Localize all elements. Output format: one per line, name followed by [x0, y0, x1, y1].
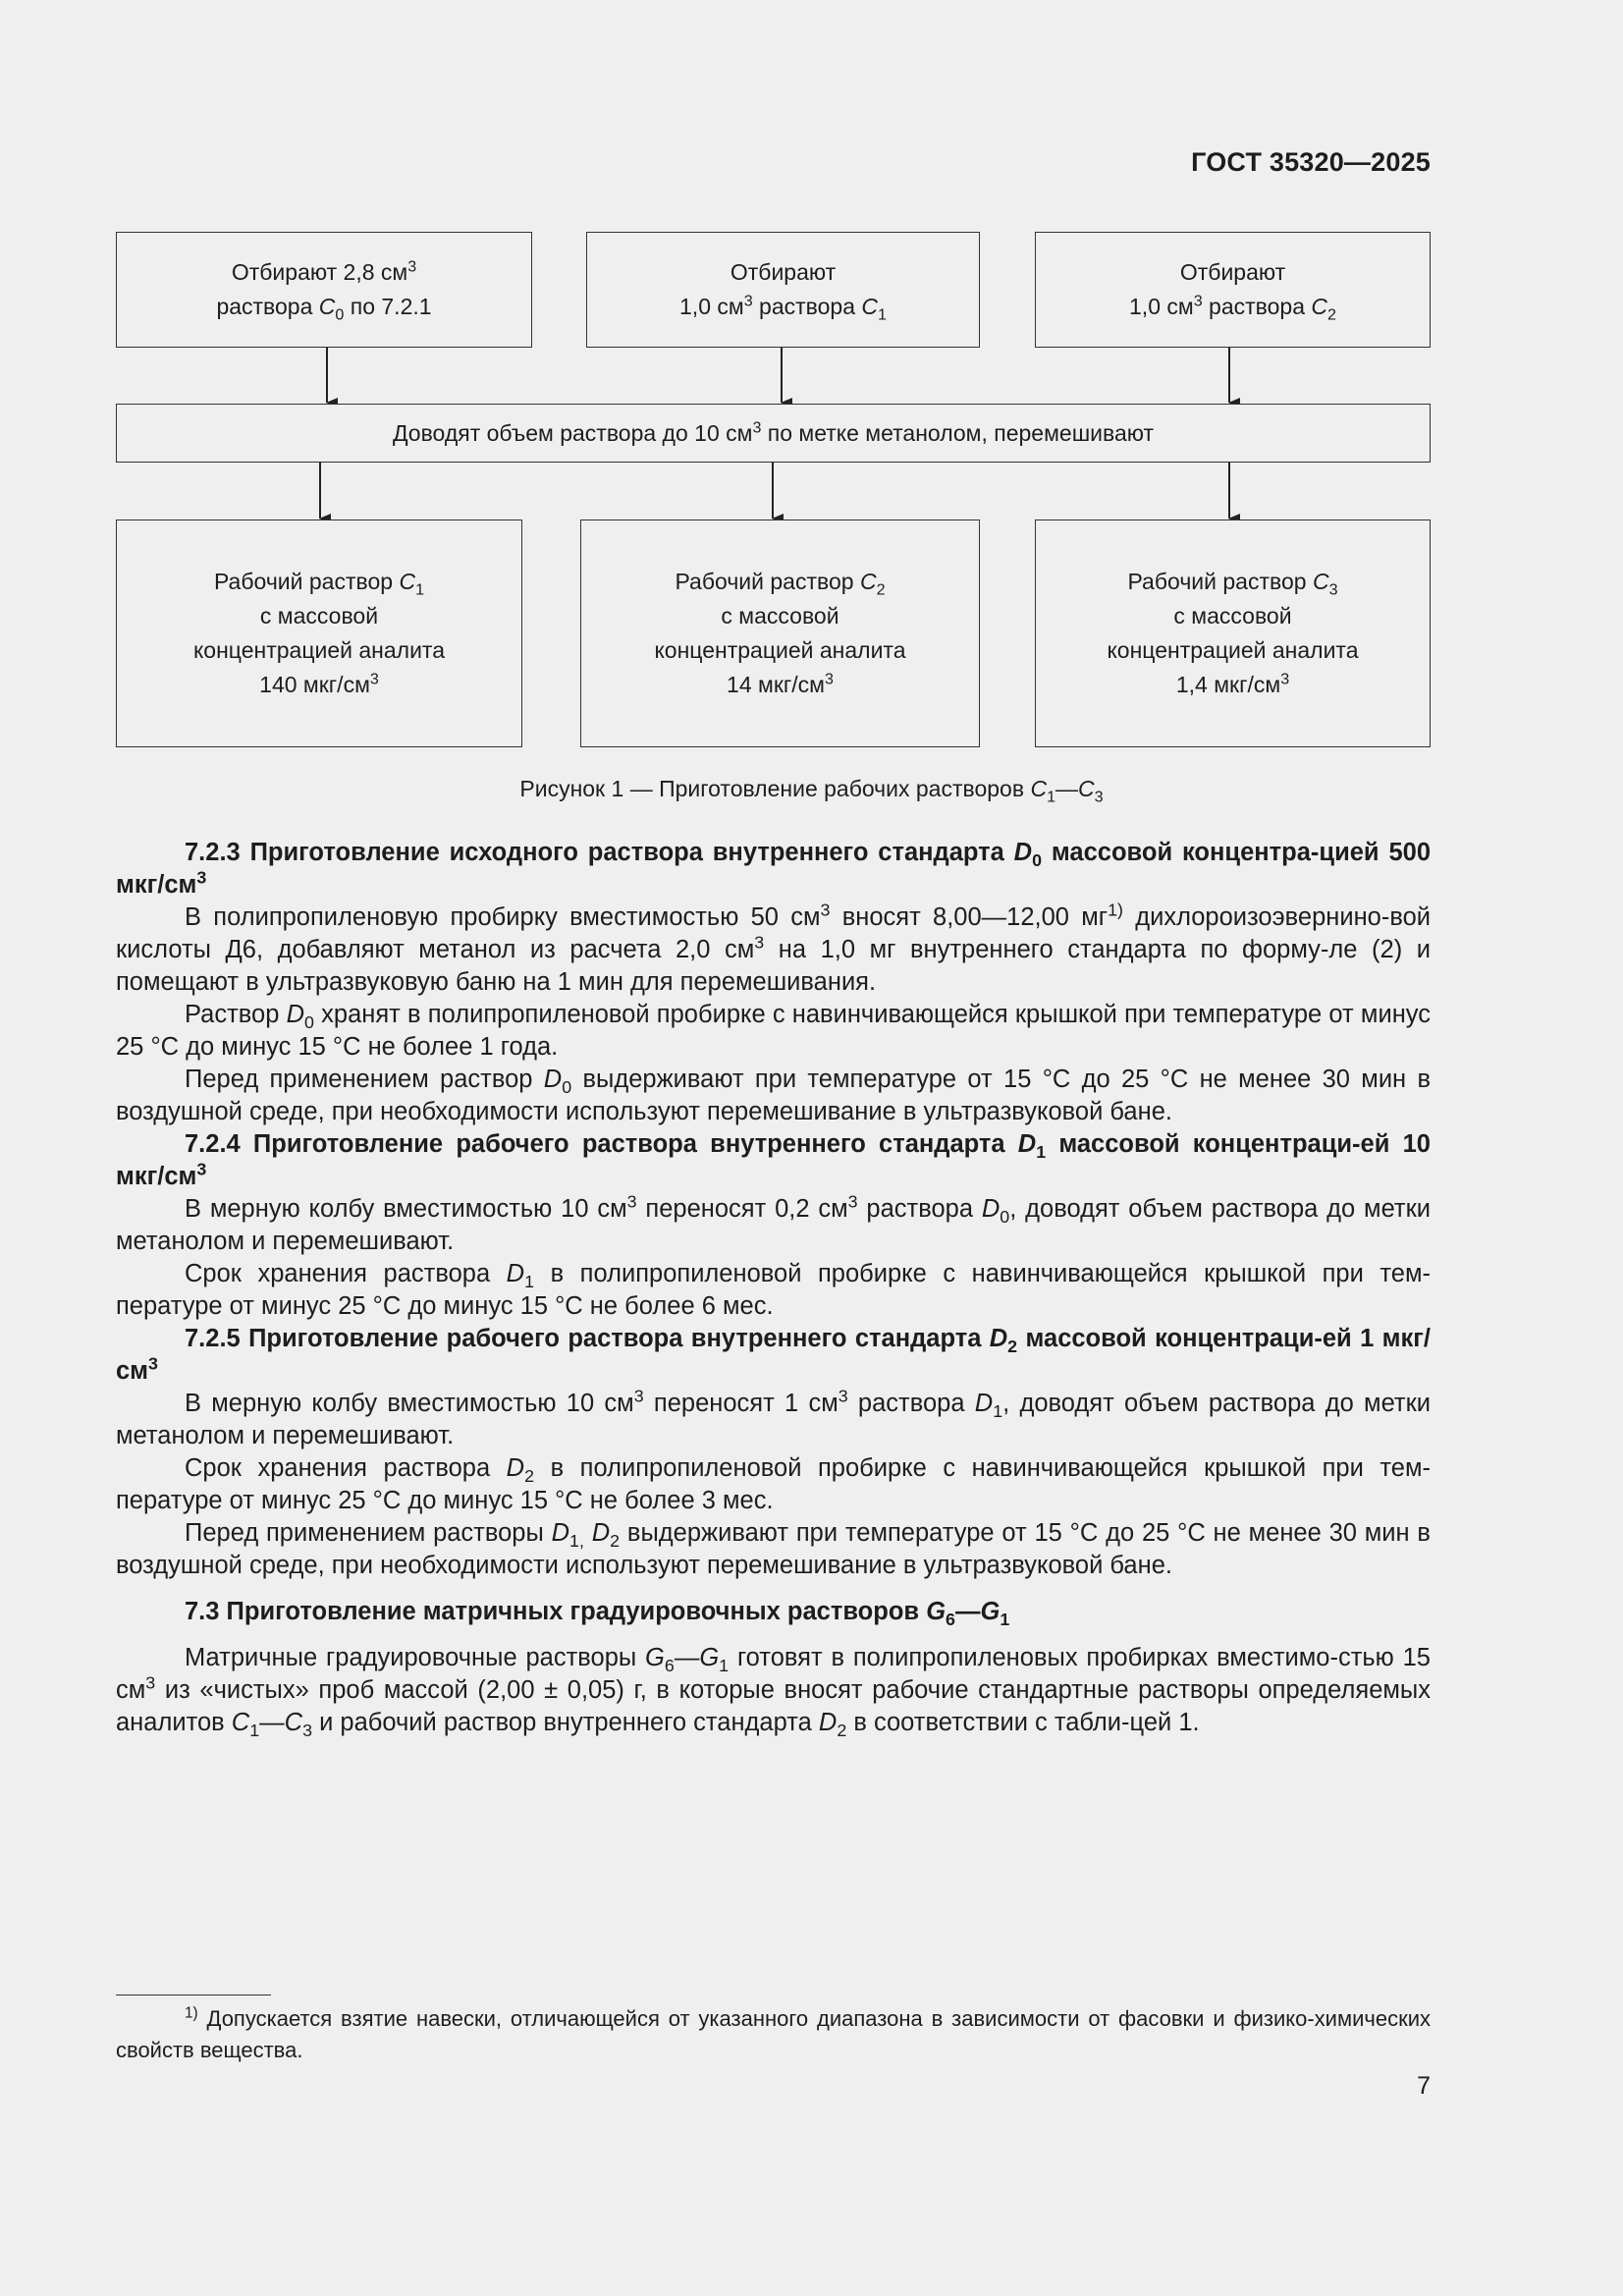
paragraph: Раствор $D_0$ хранят в полипропиленовой пробирке с навинчивающейся крышкой при температуре от минус 25 °C до минус 15 °C не более 1 года.: [116, 1001, 1432, 1061]
section-heading-7-2-5: 7.2.5 Приготовление рабочего раствора внутреннего стандарта $D_2$ массовой концентраци-ей 1 мкг/$см^3$: [116, 1325, 1431, 1385]
flow-box-working-c2: Рабочий раствор $C_2$ с массовой концентрацией аналита 14 мкг/$см^3$: [580, 519, 980, 747]
paragraph: Перед применением растворы $D_{1,}$ $D_2$ выдерживают при температуре от 15 °C до 25 °C не менее 30 мин в воздушной среде, при необходимости используют перемешивание в ультразвуковой бане.: [116, 1519, 1431, 1579]
document-body: [116, 837, 1431, 1739]
section-heading-7-3: 7.3 Приготовление матричных градуировочных растворов $G_6—G_1$: [185, 1598, 1010, 1630]
footnote: $^{1)}$ Допускается взятие навески, отличающейся от указанного диапазона в зависимости от фасовки и физико-химических свойств вещества.: [116, 2004, 1431, 2062]
flow-box-take-c0: Отбирают 2,8 $см^3$ раствора $C_0$ по 7.2.1: [116, 232, 532, 348]
flow-box-dilute: Доводят объем раствора до 10 $см^3$ по метке метанолом, перемешивают: [116, 404, 1431, 463]
flow-box-working-c3: Рабочий раствор $C_3$ с массовой концентрацией аналита 1,4 мкг/$см^3$: [1035, 519, 1431, 747]
flow-box-working-c1: Рабочий раствор $C_1$ с массовой концентрацией аналита 140 мкг/$см^3$: [116, 519, 522, 747]
paragraph: В мерную колбу вместимостью 10 $см^3$ переносят 0,2 $см^3$ раствора $D_0$, доводят объем раствора до метки метанолом и перемешивают.: [116, 1191, 1431, 1255]
paragraph: В полипропиленовую пробирку вместимостью 50 $см^3$ вносят 8,00—12,00 $мг^{1)}$ дихлороизоэвернино-вой кислоты Д6, добавляют метанол из расчета 2,0 $см^3$ на 1,0 мг внутреннего стандарта по форму-ле (2) и помещают в ультразвуковую баню на 1 мин для перемешивания.: [116, 900, 1432, 996]
flow-box-take-c1: Отбирают 1,0 $см^3$ раствора $C_1$: [586, 232, 980, 348]
flow-box-take-c2: Отбирают 1,0 $см^3$ раствора $C_2$: [1035, 232, 1431, 348]
figure-caption: Рисунок 1 — Приготовление рабочих растворов $C_1—C_3$: [519, 776, 1104, 806]
footnote-mark: 1): [185, 2004, 198, 2022]
paragraph: Срок хранения раствора $D_1$ в полипропиленовой пробирке с навинчивающейся крышкой при тем-пературе от минус 25 °C до минус 15 °C не более 6 мес.: [116, 1260, 1431, 1320]
section-heading-7-2-3: 7.2.3 Приготовление исходного раствора внутреннего стандарта $D_0$ массовой концентра-цией 500 мкг/$см^3$: [116, 839, 1431, 899]
page-number: 7: [1417, 2072, 1431, 2100]
paragraph: Перед применением раствор $D_0$ выдерживают при температуре от 15 °C до 25 °C не менее 30 мин в воздушной среде, при необходимости используют перемешивание в ультразвуковой бане.: [116, 1066, 1431, 1125]
document-code: ГОСТ 35320—2025: [1191, 147, 1431, 177]
footnote-ref: 1): [1108, 900, 1123, 920]
paragraph: Срок хранения раствора $D_2$ в полипропиленовой пробирке с навинчивающейся крышкой при тем-пературе от минус 25 °C до минус 15 °C не более 3 мес.: [116, 1454, 1431, 1514]
paragraph: В мерную колбу вместимостью 10 $см^3$ переносят 1 $см^3$ раствора $D_1$, доводят объем раствора до метки метанолом и перемешивают.: [116, 1386, 1431, 1449]
paragraph: Матричные градуировочные растворы $G_6—G_1$ готовят в полипропиленовых пробирках вместимо-стью 15 $см^3$ из «чистых» проб массой (2,00 ± 0,05) г, в которые вносят рабочие стандартные растворы определяемых аналитов $C_1—C_3$ и рабочий раствор внутреннего стандарта $D_2$ в соответствии с табли-цей 1.: [116, 1644, 1431, 1741]
section-heading-7-2-4: 7.2.4 Приготовление рабочего раствора внутреннего стандарта $D_1$ массовой концентраци-ей 10 мкг/$см^3$: [116, 1130, 1431, 1190]
